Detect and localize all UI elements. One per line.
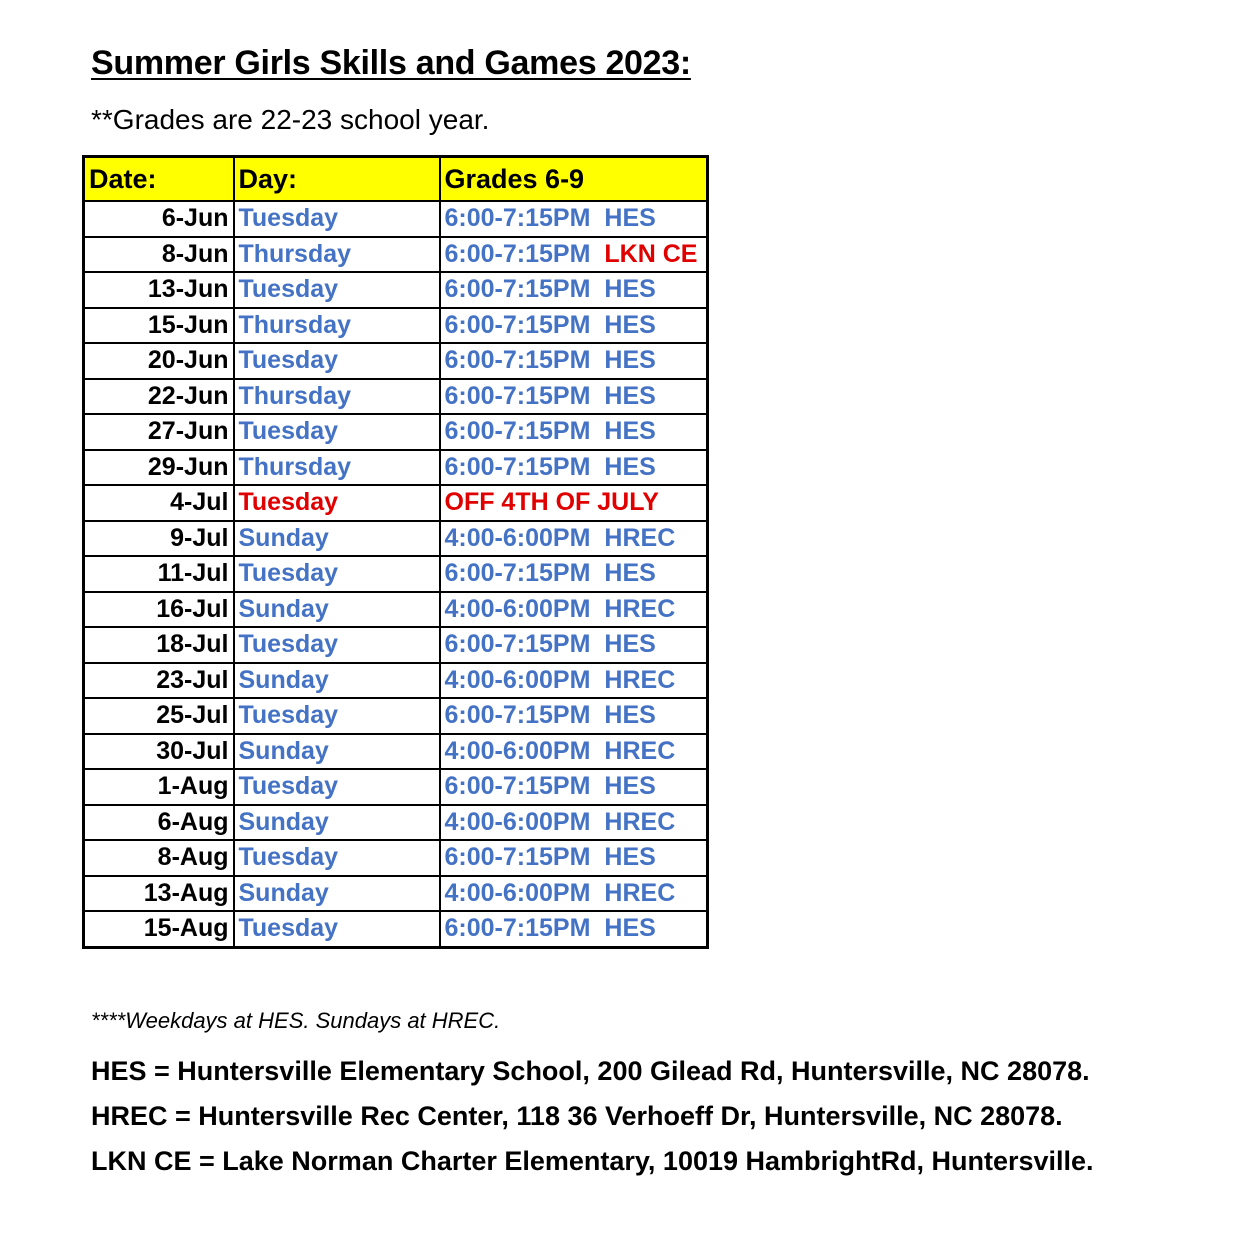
session-location: HES (604, 772, 656, 801)
table-row (84, 237, 708, 273)
date-cell: 6-Aug (84, 805, 234, 841)
session-time: 6:00-7:15PM (444, 310, 591, 339)
session-time: 4:00-6:00PM (444, 736, 591, 765)
day-cell: Tuesday (234, 556, 440, 592)
session-cell (440, 272, 708, 308)
session-time: 6:00-7:15PM (444, 559, 591, 588)
date-cell: 13-Aug (84, 876, 234, 912)
page-title: Summer Girls Skills and Games 2023: (91, 44, 691, 82)
day-cell: Sunday (234, 805, 440, 841)
session-time: 6:00-7:15PM (444, 239, 591, 268)
session-location: HES (604, 381, 656, 410)
session-cell (440, 698, 708, 734)
session-time: OFF 4TH OF JULY (444, 488, 659, 517)
session-location: HES (604, 346, 656, 375)
header-row (84, 157, 708, 202)
day-cell: Tuesday (234, 272, 440, 308)
session-location: HREC (604, 878, 676, 907)
table-row (84, 734, 708, 770)
footnote: ****Weekdays at HES. Sundays at HREC. (91, 1008, 501, 1033)
session-time: 6:00-7:15PM (444, 381, 591, 410)
session-time: 6:00-7:15PM (444, 275, 591, 304)
day-cell: Tuesday (234, 627, 440, 663)
table-row (84, 627, 708, 663)
date-cell: 8-Jun (84, 237, 234, 273)
session-cell (440, 308, 708, 344)
day-cell: Tuesday (234, 343, 440, 379)
column-header-grades: Grades 6-9 (440, 157, 708, 202)
session-location: HES (604, 914, 656, 943)
table-row (84, 272, 708, 308)
day-cell: Tuesday (234, 414, 440, 450)
session-time: 6:00-7:15PM (444, 346, 591, 375)
date-cell: 23-Jul (84, 663, 234, 699)
date-cell: 25-Jul (84, 698, 234, 734)
session-cell (440, 414, 708, 450)
date-cell: 6-Jun (84, 201, 234, 237)
session-location: HES (604, 452, 656, 481)
day-cell: Sunday (234, 663, 440, 699)
table-row (84, 805, 708, 841)
session-time: 6:00-7:15PM (444, 452, 591, 481)
date-cell: 1-Aug (84, 769, 234, 805)
session-time: 4:00-6:00PM (444, 807, 591, 836)
legend-hrec: HREC = Huntersville Rec Center, 118 36 Verhoeff Dr, Huntersville, NC 28078. (91, 1101, 1063, 1131)
legend-hes: HES = Huntersville Elementary School, 200 Gilead Rd, Huntersville, NC 28078. (91, 1056, 1090, 1086)
date-cell: 15-Aug (84, 911, 234, 947)
day-cell: Tuesday (234, 769, 440, 805)
table-row (84, 379, 708, 415)
session-cell (440, 201, 708, 237)
date-cell: 30-Jul (84, 734, 234, 770)
session-location: HES (604, 843, 656, 872)
table-row (84, 876, 708, 912)
session-cell (440, 343, 708, 379)
date-cell: 29-Jun (84, 450, 234, 486)
day-cell: Thursday (234, 237, 440, 273)
date-cell: 22-Jun (84, 379, 234, 415)
session-cell (440, 805, 708, 841)
date-cell: 8-Aug (84, 840, 234, 876)
day-cell: Tuesday (234, 485, 440, 521)
table-row (84, 556, 708, 592)
session-cell (440, 237, 708, 273)
table-row (84, 343, 708, 379)
session-location: HES (604, 204, 656, 233)
session-location: HREC (604, 523, 676, 552)
date-cell: 11-Jul (84, 556, 234, 592)
session-time: 4:00-6:00PM (444, 665, 591, 694)
session-cell (440, 663, 708, 699)
table-row (84, 911, 708, 947)
table-row (84, 521, 708, 557)
session-location: LKN CE (604, 239, 698, 268)
session-location: HES (604, 630, 656, 659)
table-row (84, 308, 708, 344)
session-location: HES (604, 559, 656, 588)
session-cell (440, 379, 708, 415)
day-cell: Sunday (234, 876, 440, 912)
day-cell: Tuesday (234, 201, 440, 237)
table-row (84, 485, 708, 521)
session-location: HREC (604, 594, 676, 623)
session-cell (440, 592, 708, 628)
date-cell: 15-Jun (84, 308, 234, 344)
date-cell: 18-Jul (84, 627, 234, 663)
table-row (84, 840, 708, 876)
session-location: HREC (604, 665, 676, 694)
schedule-table (82, 155, 709, 949)
session-cell (440, 911, 708, 947)
session-time: 4:00-6:00PM (444, 878, 591, 907)
table-row (84, 201, 708, 237)
session-cell (440, 840, 708, 876)
date-cell: 13-Jun (84, 272, 234, 308)
session-location: HES (604, 275, 656, 304)
date-cell: 16-Jul (84, 592, 234, 628)
session-cell (440, 769, 708, 805)
date-cell: 27-Jun (84, 414, 234, 450)
session-time: 6:00-7:15PM (444, 914, 591, 943)
session-location: HES (604, 701, 656, 730)
session-location: HREC (604, 736, 676, 765)
table-row (84, 592, 708, 628)
session-cell (440, 876, 708, 912)
grades-note: **Grades are 22-23 school year. (91, 104, 490, 135)
session-location: HES (604, 417, 656, 446)
day-cell: Thursday (234, 308, 440, 344)
session-time: 6:00-7:15PM (444, 417, 591, 446)
date-cell: 20-Jun (84, 343, 234, 379)
session-cell (440, 734, 708, 770)
day-cell: Tuesday (234, 840, 440, 876)
table-row (84, 450, 708, 486)
session-cell (440, 627, 708, 663)
session-cell (440, 521, 708, 557)
session-cell (440, 556, 708, 592)
day-cell: Thursday (234, 379, 440, 415)
day-cell: Thursday (234, 450, 440, 486)
column-header-date: Date: (84, 157, 234, 202)
table-row (84, 414, 708, 450)
date-cell: 9-Jul (84, 521, 234, 557)
session-cell (440, 485, 708, 521)
column-header-day: Day: (234, 157, 440, 202)
session-time: 4:00-6:00PM (444, 523, 591, 552)
day-cell: Sunday (234, 592, 440, 628)
session-location: HES (604, 310, 656, 339)
session-time: 6:00-7:15PM (444, 701, 591, 730)
table-row (84, 663, 708, 699)
session-time: 4:00-6:00PM (444, 594, 591, 623)
date-cell: 4-Jul (84, 485, 234, 521)
session-cell (440, 450, 708, 486)
day-cell: Sunday (234, 734, 440, 770)
day-cell: Sunday (234, 521, 440, 557)
session-location: HREC (604, 807, 676, 836)
session-time: 6:00-7:15PM (444, 630, 591, 659)
day-cell: Tuesday (234, 911, 440, 947)
table-row (84, 769, 708, 805)
table-row (84, 698, 708, 734)
day-cell: Tuesday (234, 698, 440, 734)
session-time: 6:00-7:15PM (444, 843, 591, 872)
session-time: 6:00-7:15PM (444, 204, 591, 233)
session-time: 6:00-7:15PM (444, 772, 591, 801)
legend-lkn-ce: LKN CE = Lake Norman Charter Elementary, 10019 HambrightRd, Huntersville. (91, 1146, 1094, 1176)
